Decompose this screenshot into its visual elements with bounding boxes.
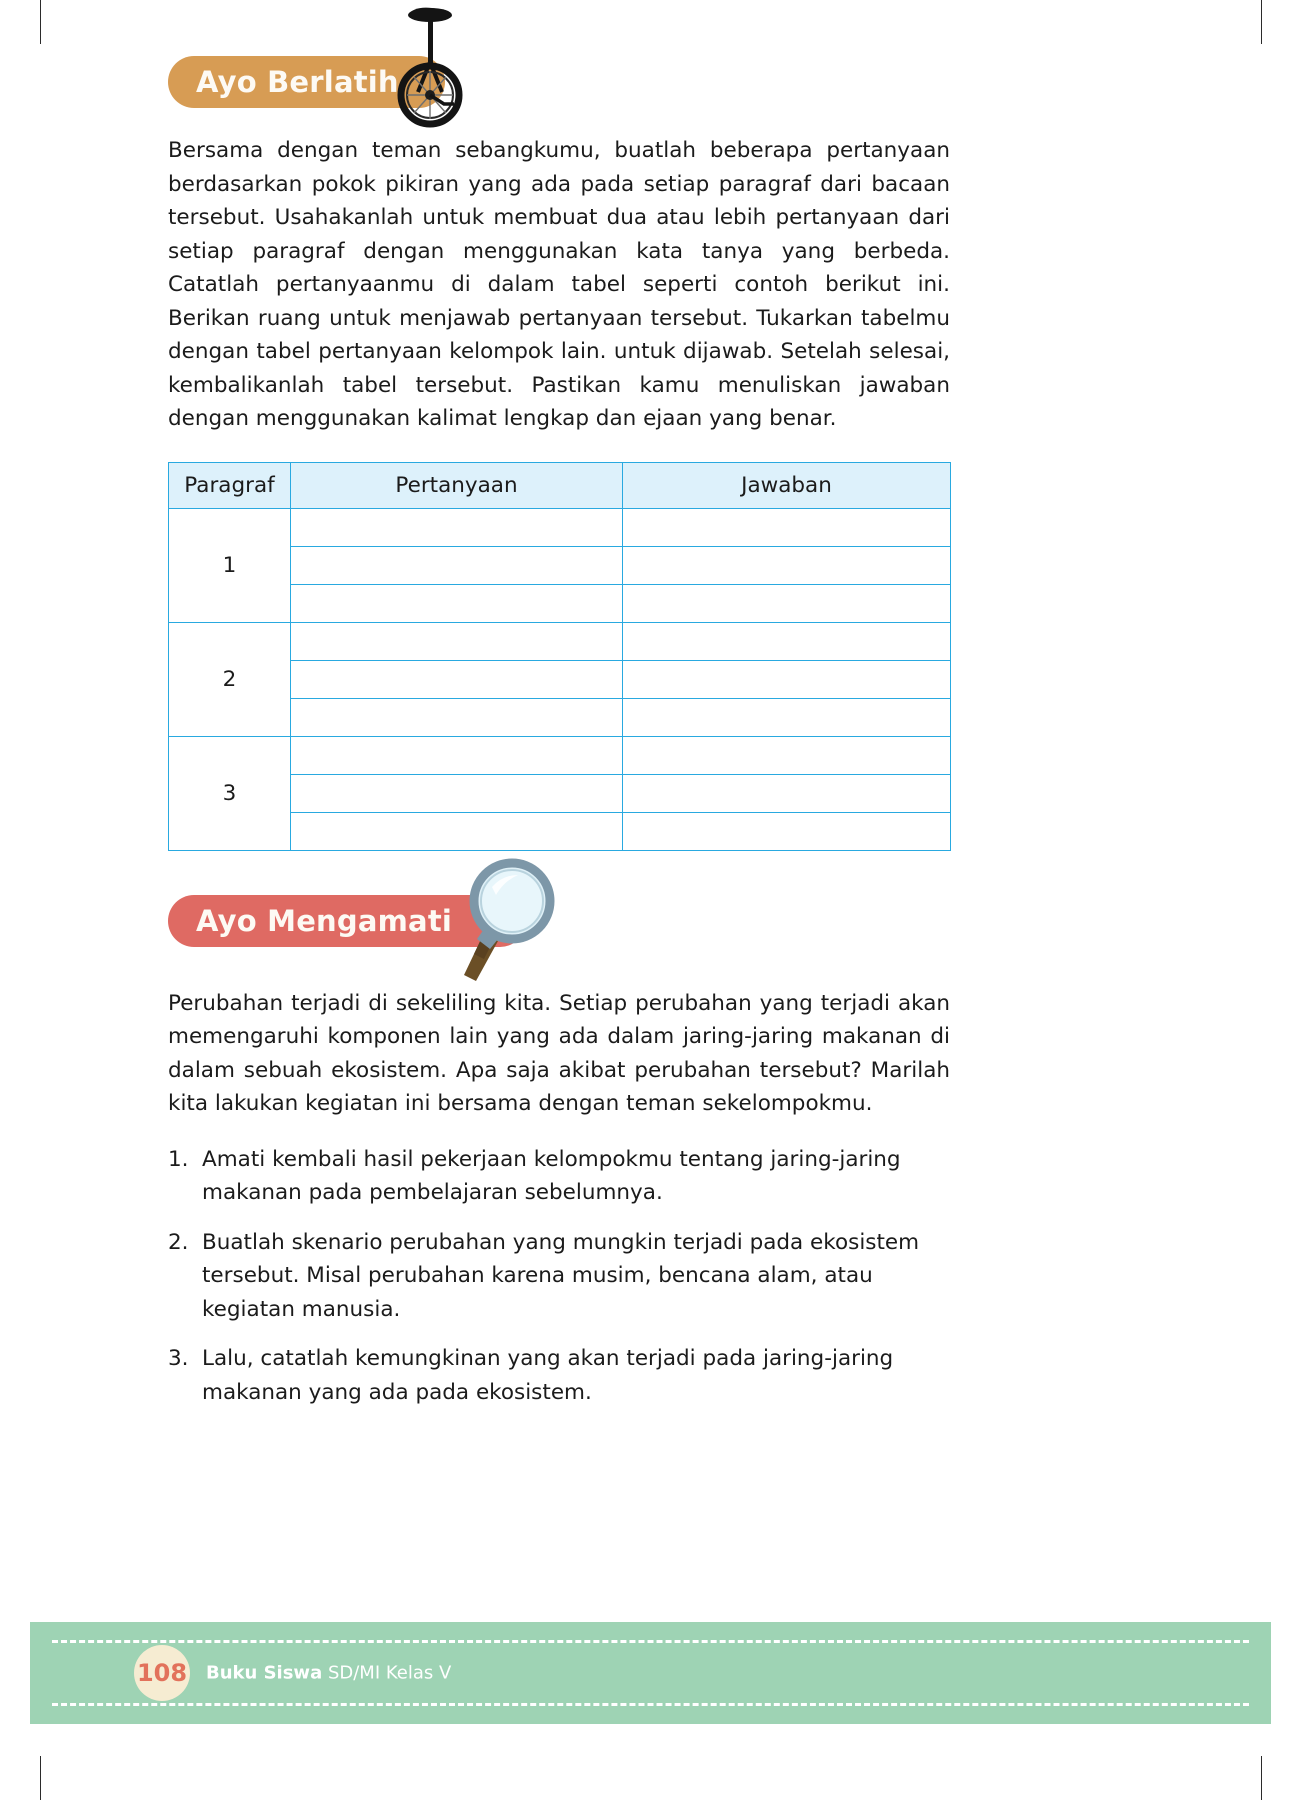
berlatih-paragraph: Bersama dengan teman sebangkumu, buatlah beberapa pertanyaan berdasarkan pokok pikiran yang ada pada setiap paragraf dari bacaan tersebut. Usahakanlah untuk membuat dua atau lebih pertanyaan dari setiap paragraf dengan menggunakan kata tanya yang berbeda. Catatlah pertanyaanmu di dalam tabel seperti contoh berikut ini. Berikan ruang untuk menjawab pertanyaan tersebut. Tukarkan tabelmu dengan tabel pertanyaan kelompok lain. untuk dijawab. Setelah selesai, kembalikanlah tabel tersebut. Pastikan kamu menuliskan jawaban dengan menggunakan kalimat lengkap dan ejaan yang benar. <box>168 138 950 431</box>
list-item-number: 2. <box>168 1229 189 1255</box>
paragraph-number-cell: 2 <box>169 622 291 736</box>
table-row <box>169 622 951 660</box>
answer-cell[interactable] <box>623 508 951 546</box>
answer-cell[interactable] <box>623 660 951 698</box>
page-number-badge: 108 <box>134 1645 190 1701</box>
question-cell[interactable] <box>291 508 623 546</box>
list-item <box>168 1226 950 1327</box>
page-footer <box>30 1622 1271 1724</box>
magnifier-icon <box>440 847 570 983</box>
crop-mark-top-left <box>40 0 41 44</box>
footer-dashed-line-top <box>52 1640 1249 1643</box>
question-table <box>168 462 951 851</box>
page-content <box>168 0 950 1425</box>
table-row <box>169 736 951 774</box>
list-item-text: Lalu, catatlah kemungkinan yang akan terjadi pada jaring-jaring makanan yang ada pada ekosistem. <box>202 1346 894 1405</box>
answer-cell[interactable] <box>623 584 951 622</box>
footer-book-label-rest: SD/MI Kelas V <box>327 1662 452 1684</box>
column-header-paragraf: Paragraf <box>169 462 291 508</box>
list-item-text: Amati kembali hasil pekerjaan kelompokmu tentang jaring-jaring makanan pada pembelajaran sebelumnya. <box>202 1146 901 1205</box>
answer-cell[interactable] <box>623 622 951 660</box>
question-cell[interactable] <box>291 736 623 774</box>
question-cell[interactable] <box>291 622 623 660</box>
list-item <box>168 1342 950 1409</box>
question-cell[interactable] <box>291 698 623 736</box>
list-item <box>168 1143 950 1210</box>
answer-cell[interactable] <box>623 812 951 850</box>
unicycle-icon <box>374 0 494 128</box>
list-item-text: Buatlah skenario perubahan yang mungkin terjadi pada ekosistem tersebut. Misal perubahan karena musim, bencana alam, atau kegiatan manusia. <box>202 1229 920 1322</box>
answer-cell[interactable] <box>623 698 951 736</box>
badge-ayo-mengamati: Ayo Mengamati <box>168 895 526 947</box>
question-cell[interactable] <box>291 660 623 698</box>
table-row <box>169 508 951 546</box>
answer-cell[interactable] <box>623 774 951 812</box>
question-cell[interactable] <box>291 812 623 850</box>
crop-mark-top-right <box>1261 0 1262 44</box>
answer-cell[interactable] <box>623 736 951 774</box>
section-header-berlatih <box>168 0 950 128</box>
footer-book-label-bold: Buku Siswa <box>206 1662 323 1684</box>
section-header-mengamati <box>168 851 950 987</box>
paragraph-number-cell: 1 <box>169 508 291 622</box>
paragraph-number-cell: 3 <box>169 736 291 850</box>
footer-book-label <box>206 1663 451 1684</box>
column-header-pertanyaan: Pertanyaan <box>291 462 623 508</box>
answer-cell[interactable] <box>623 546 951 584</box>
badge-ayo-berlatih: Ayo Berlatih <box>168 56 445 108</box>
crop-mark-bottom-right <box>1261 1756 1262 1800</box>
footer-dashed-line-bottom <box>52 1703 1249 1706</box>
question-cell[interactable] <box>291 584 623 622</box>
crop-mark-bottom-left <box>40 1756 41 1800</box>
mengamati-paragraph: Perubahan terjadi di sekeliling kita. Setiap perubahan yang terjadi akan memengaruhi komponen lain yang ada dalam jaring-jaring makanan di dalam sebuah ekosistem. Apa saja akibat perubahan tersebut? Marilah kita lakukan kegiatan ini bersama dengan teman sekelompokmu. <box>168 990 950 1116</box>
instruction-list <box>168 1143 950 1410</box>
list-item-number: 3. <box>168 1346 189 1371</box>
question-cell[interactable] <box>291 546 623 584</box>
column-header-jawaban: Jawaban <box>623 462 951 508</box>
table-header-row <box>169 462 951 508</box>
list-item-number: 1. <box>168 1146 189 1172</box>
question-cell[interactable] <box>291 774 623 812</box>
